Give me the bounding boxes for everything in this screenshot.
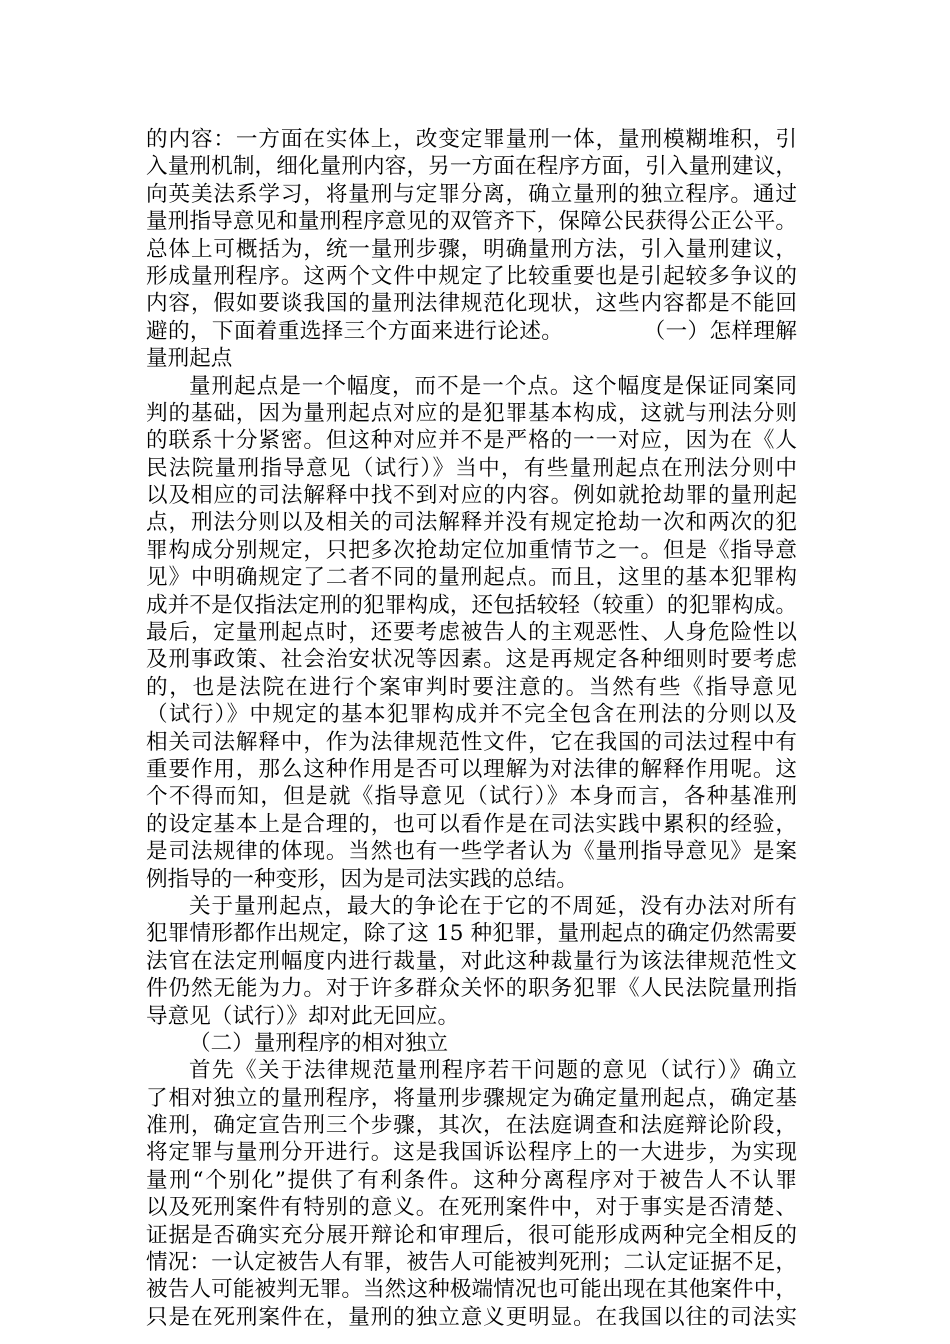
text-line: 向英美法系学习，将量刑与定罪分离，确立量刑的独立程序。通过 bbox=[146, 181, 797, 207]
text-line: 罪构成分别规定，只把多次抢劫定位加重情节之一。但是《指导意 bbox=[146, 537, 797, 563]
text-line: 量刑指导意见和量刑程序意见的双管齐下，保障公民获得公正公平。 bbox=[146, 209, 797, 235]
text-line: 的设定基本上是合理的，也可以看作是在司法实践中累积的经验， bbox=[146, 811, 797, 837]
text-line: 例指导的一种变形，因为是司法实践的总结。 bbox=[146, 866, 578, 892]
text-line: 的，也是法院在进行个案审判时要注意的。当然有些《指导意见 bbox=[146, 674, 797, 700]
text-line: 以及死刑案件有特别的意义。在死刑案件中，对于事实是否清楚、 bbox=[146, 1195, 797, 1221]
text-line: 见》中明确规定了二者不同的量刑起点。而且，这里的基本犯罪构 bbox=[146, 565, 797, 591]
section-heading-1-cont: 量刑起点 bbox=[146, 346, 233, 372]
text-line: 最后，定量刑起点时，还要考虑被告人的主观恶性、人身危险性以 bbox=[146, 620, 797, 646]
text-line: 情况：一认定被告人有罪，被告人可能被判死刑；二认定证据不足， bbox=[146, 1250, 797, 1276]
text-line-with-heading bbox=[146, 318, 797, 345]
text-line: 成并不是仅指法定刑的犯罪构成，还包括较轻（较重）的犯罪构成。 bbox=[146, 592, 797, 618]
text-line: 以及相应的司法解释中找不到对应的内容。例如就抢劫罪的量刑起 bbox=[146, 483, 797, 509]
text-line: 了相对独立的量刑程序，将量刑步骤规定为确定量刑起点，确定基 bbox=[146, 1085, 797, 1111]
text-line: 的联系十分紧密。但这种对应并不是严格的一一对应，因为在《人 bbox=[146, 428, 797, 454]
text-line: 个不得而知，但是就《指导意见（试行）》本身而言，各种基准刑 bbox=[146, 784, 797, 810]
text-line: 入量刑机制，细化量刑内容，另一方面在程序方面，引入量刑建议， bbox=[146, 154, 797, 180]
text-line: 判的基础，因为量刑起点对应的是犯罪基本构成，这就与刑法分则 bbox=[146, 400, 797, 426]
text-line: 证据是否确实充分展开辩论和审理后，很可能形成两种完全相反的 bbox=[146, 1222, 797, 1248]
text-fragment: 避的，下面着重选择三个方面来进行论述。 bbox=[146, 318, 564, 344]
text-line: 只是在死刑案件在，量刑的独立意义更明显。在我国以往的司法实 bbox=[146, 1304, 797, 1330]
text-line: 将定罪与量刑分开进行。这是我国诉讼程序上的一大进步，为实现 bbox=[146, 1140, 797, 1166]
text-line: 形成量刑程序。这两个文件中规定了比较重要也是引起较多争议的 bbox=[146, 263, 797, 289]
text-line: 总体上可概括为，统一量刑步骤，明确量刑方法，引入量刑建议， bbox=[146, 236, 797, 262]
text-line: 准刑，确定宣告刑三个步骤，其次，在法庭调查和法庭辩论阶段， bbox=[146, 1113, 797, 1139]
text-line: 民法院量刑指导意见（试行）》当中，有些量刑起点在刑法分则中 bbox=[146, 455, 797, 481]
text-line: 件仍然无能为力。对于许多群众关怀的职务犯罪《人民法院量刑指 bbox=[146, 976, 797, 1002]
text-line: 被告人可能被判无罪。当然这种极端情况也可能出现在其他案件中， bbox=[146, 1277, 797, 1303]
paragraph-start: 量刑起点是一个幅度，而不是一个点。这个幅度是保证同案同 bbox=[189, 373, 797, 399]
section-heading-1: （一）怎样理解 bbox=[643, 318, 797, 344]
text-line: 犯罪情形都作出规定，除了这 15 种犯罪，量刑起点的确定仍然需要 bbox=[146, 921, 797, 947]
text-line: 量刑“个别化”提供了有利条件。这种分离程序对于被告人不认罪 bbox=[146, 1167, 797, 1193]
text-line: 相关司法解释中，作为法律规范性文件，它在我国的司法过程中有 bbox=[146, 729, 797, 755]
text-line: （试行）》中规定的基本犯罪构成并不完全包含在刑法的分则以及 bbox=[146, 702, 797, 728]
section-heading-2: （二）量刑程序的相对独立 bbox=[189, 1030, 449, 1056]
text-line: 导意见（试行）》却对此无回应。 bbox=[146, 1003, 460, 1029]
text-line: 点，刑法分则以及相关的司法解释并没有规定抢劫一次和两次的犯 bbox=[146, 510, 797, 536]
document-body bbox=[146, 126, 797, 1331]
text-line: 及刑事政策、社会治安状况等因素。这是再规定各种细则时要考虑 bbox=[146, 647, 797, 673]
text-line: 是司法规律的体现。当然也有一些学者认为《量刑指导意见》是案 bbox=[146, 839, 797, 865]
paragraph-start: 关于量刑起点，最大的争论在于它的不周延，没有办法对所有 bbox=[189, 893, 797, 919]
text-line: 内容，假如要谈我国的量刑法律规范化现状，这些内容都是不能回 bbox=[146, 291, 797, 317]
text-line: 的内容：一方面在实体上，改变定罪量刑一体，量刑模糊堆积，引 bbox=[146, 127, 797, 152]
text-line: 重要作用，那么这种作用是否可以理解为对法律的解释作用呢。这 bbox=[146, 756, 797, 782]
paragraph-start: 首先《关于法律规范量刑程序若干问题的意见（试行）》确立 bbox=[189, 1058, 797, 1084]
text-line: 法官在法定刑幅度内进行裁量，对此这种裁量行为该法律规范性文 bbox=[146, 948, 797, 974]
